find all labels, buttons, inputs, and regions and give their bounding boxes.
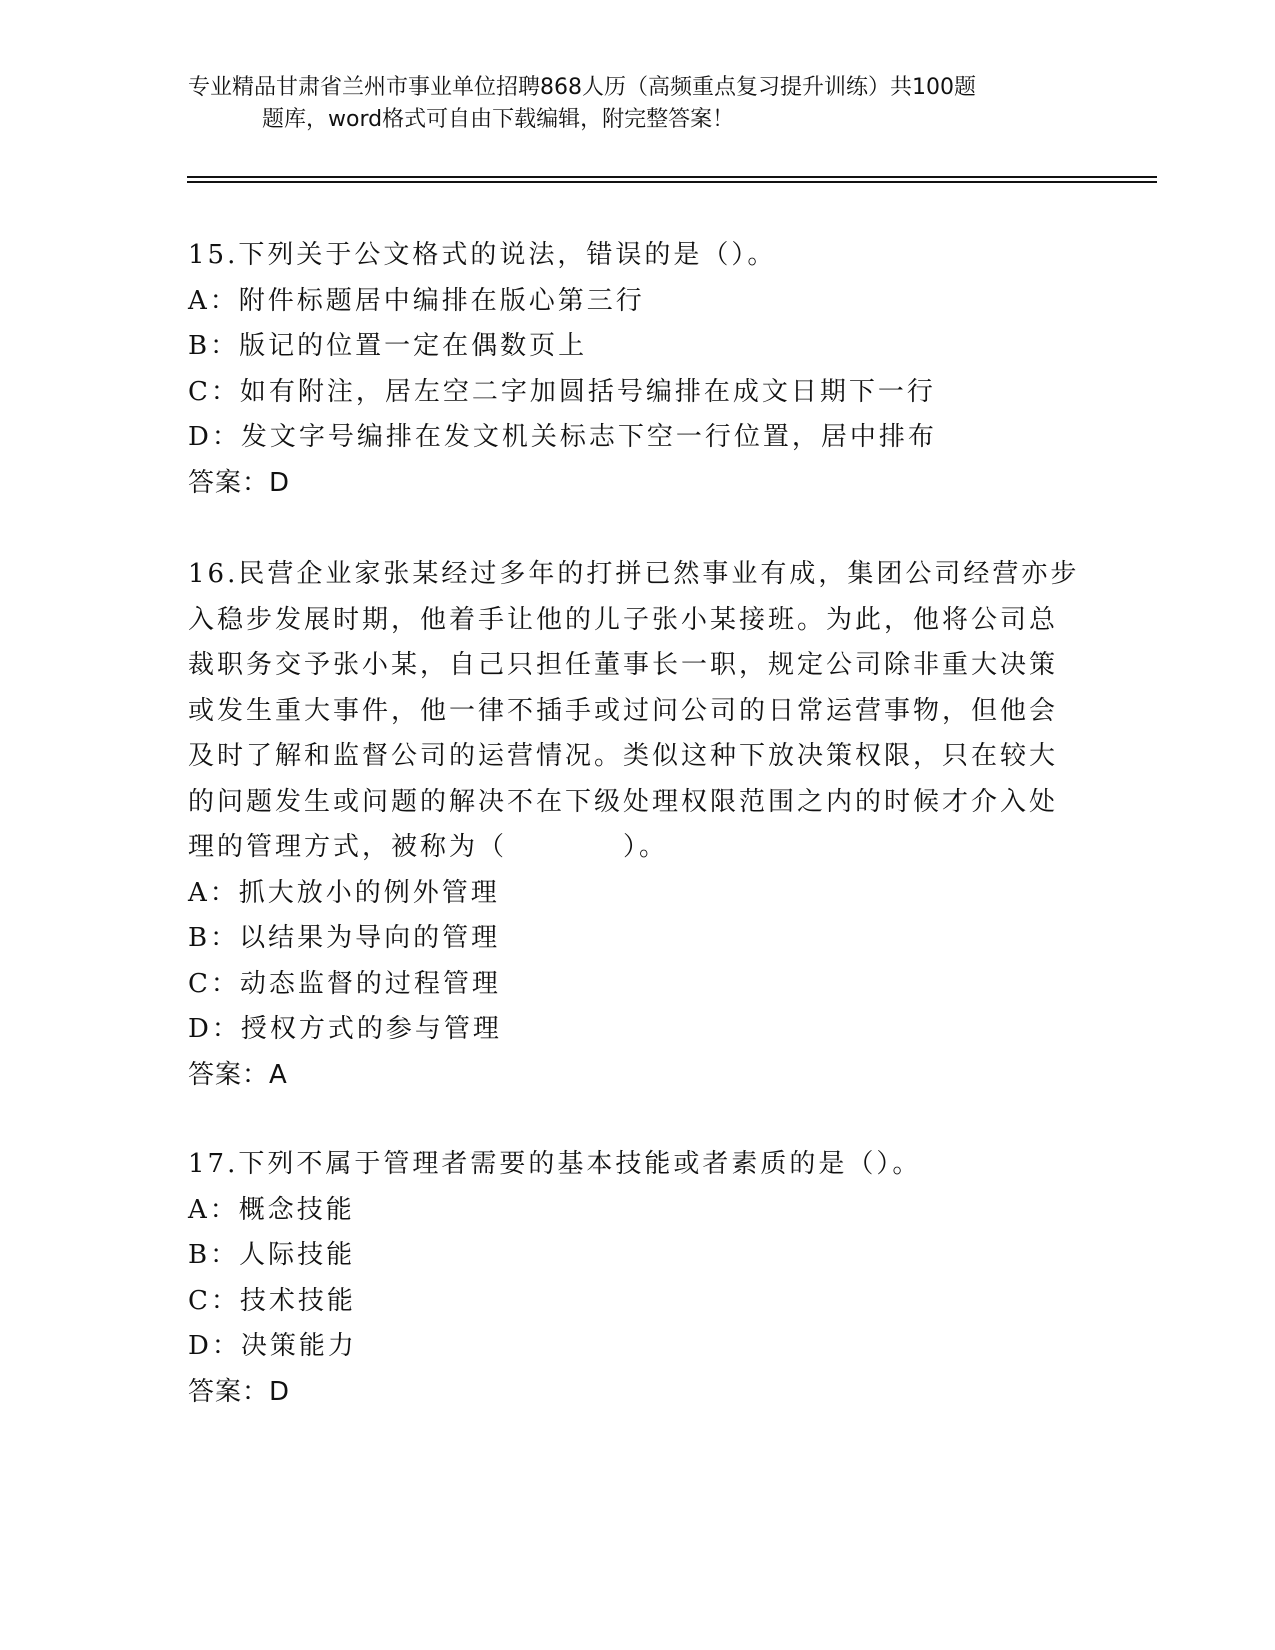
answer: 答案：D: [188, 1376, 291, 1407]
option-a: A：概念技能: [188, 1194, 355, 1225]
header-rule-top: [187, 176, 1157, 178]
option-c: C：技术技能: [188, 1285, 356, 1316]
question-stem-line-3: 裁职务交予张小某，自己只担任董事长一职，规定公司除非重大决策: [188, 650, 1059, 680]
option-d: D：授权方式的参与管理: [188, 1014, 502, 1044]
option-c: C：如有附注，居左空二字加圆括号编排在成文日期下一行: [188, 376, 936, 407]
question-stem-line-6: 的问题发生或问题的解决不在下级处理权限范围之内的时候才介入处: [188, 786, 1059, 817]
option-d: D：发文字号编排在发文机关标志下空一行位置，居中排布: [188, 422, 937, 452]
question-stem: 15.下列关于公文格式的说法，错误的是（）。: [188, 240, 777, 270]
question-16: [188, 552, 1088, 1098]
question-stem-line-7: 理的管理方式，被称为（ ）。: [188, 832, 669, 862]
option-a: A：附件标题居中编排在版心第三行: [188, 285, 645, 316]
answer: 答案：D: [188, 467, 291, 498]
question-stem-line-5: 及时了解和监督公司的运营情况。类似这种下放决策权限，只在较大: [188, 741, 1059, 771]
question-17: [188, 1142, 1088, 1415]
option-d: D：决策能力: [188, 1331, 357, 1361]
question-stem-line-1: 16.民营企业家张某经过多年的打拼已然事业有成，集团公司经营亦步: [188, 559, 1080, 589]
option-b: B：版记的位置一定在偶数页上: [188, 331, 588, 361]
header-line-1: 专业精品甘肃省兰州市事业单位招聘868人历（高频重点复习提升训练）共100题: [188, 75, 976, 100]
question-stem-line-4: 或发生重大事件，他一律不插手或过问公司的日常运营事物，但他会: [188, 695, 1059, 726]
header-rule-bottom: [187, 181, 1157, 183]
option-c: C：动态监督的过程管理: [188, 968, 501, 999]
header-line-2: 题库，word格式可自由下载编辑，附完整答案！: [262, 107, 735, 132]
document-header: [188, 72, 1088, 136]
question-stem: 17.下列不属于管理者需要的基本技能或者素质的是（）。: [188, 1149, 922, 1179]
question-stem-line-2: 入稳步发展时期，他着手让他的儿子张小某接班。为此，他将公司总: [188, 604, 1059, 635]
option-a: A：抓大放小的例外管理: [188, 877, 500, 908]
option-b: B：人际技能: [188, 1240, 356, 1270]
question-15: [188, 233, 1088, 506]
option-b: B：以结果为导向的管理: [188, 923, 501, 953]
answer: 答案：A: [188, 1059, 288, 1090]
